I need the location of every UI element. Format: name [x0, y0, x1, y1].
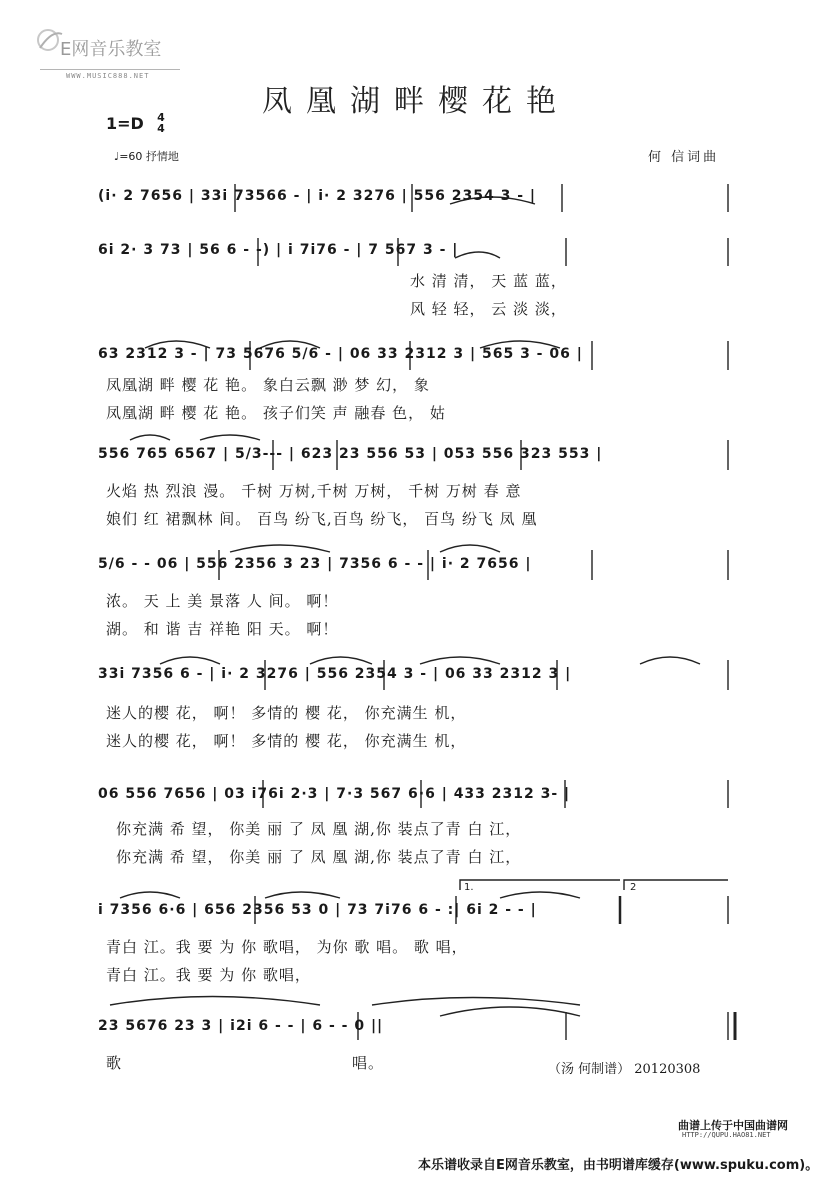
- notation-row: 23 5676 23 3 | i2i 6 - - | 6 - - 0 ||: [98, 1018, 384, 1034]
- collection-note: 本乐谱收录自E网音乐教室，由书明谱库缓存(www.spuku.com)。: [418, 1158, 819, 1173]
- lyric-line: 你充满 希 望， 你美 丽 了 凤 凰 湖,你 装点了青 白 江，: [116, 820, 522, 838]
- lyric-line: 水 清 清， 天 蓝 蓝，: [410, 272, 567, 290]
- lyric-line: 火焰 热 烈浪 漫。 千树 万树,千树 万树， 千树 万树 春 意: [106, 482, 522, 500]
- lyric-line: 风 轻 轻， 云 淡 淡，: [410, 300, 567, 318]
- key-signature: 1=D: [106, 114, 144, 133]
- notation-row: 06 556 7656 | 03 i76i 2·3 | 7·3 567 6·6 | 433 2312 3- |: [98, 786, 571, 802]
- lyric-line: 迷人的樱 花， 啊！ 多情的 樱 花， 你充满生 机，: [106, 704, 467, 722]
- lyric-line: 湖。 和 谐 吉 祥艳 阳 天。 啊！: [106, 620, 339, 638]
- lyric-line: 迷人的樱 花， 啊！ 多情的 樱 花， 你充满生 机，: [106, 732, 467, 750]
- upload-url[interactable]: HTTP://QUPU.HAO81.NET: [682, 1131, 771, 1139]
- notation-row: (i· 2 7656 | 33i 73566 - | i· 2 3276 | 556 2354 3 - |: [98, 188, 537, 204]
- lyric-line: 浓。 天 上 美 景落 人 间。 啊！: [106, 592, 339, 610]
- volta-first-ending: 1.: [464, 882, 474, 893]
- meter-bottom: 4: [157, 122, 165, 135]
- lyric-line: 凤凰湖 畔 樱 花 艳。 孩子们笑 声 融春 色， 姑: [106, 404, 446, 422]
- lyric-line: 歌: [106, 1054, 123, 1072]
- meter-top: 4: [157, 111, 165, 124]
- notation-row: 63 2312 3 - | 73 5676 5/6 - | 06 33 2312 3 | 565 3 - 06 |: [98, 346, 583, 362]
- notation-row: 5/6 - - 06 | 556 2356 3 23 | 7356 6 - - | i· 2 7656 |: [98, 556, 532, 572]
- lyric-line: 唱。: [352, 1054, 385, 1072]
- time-signature: [154, 112, 168, 134]
- logo-divider: [40, 69, 180, 70]
- transcriber-credit: （汤 何制谱） 20120308: [548, 1062, 701, 1077]
- lyric-line: 青白 江。我 要 为 你 歌唱， 为你 歌 唱。 歌 唱，: [106, 938, 468, 956]
- volta-second-ending: 2: [630, 882, 637, 893]
- notation-row: i 7356 6·6 | 656 2356 53 0 | 73 7i76 6 - :| 6i 2 - - |: [98, 902, 537, 918]
- logo-icon: [38, 30, 62, 50]
- notation-row: 33i 7356 6 - | i· 2 3276 | 556 2354 3 - | 06 33 2312 3 |: [98, 666, 572, 682]
- lyric-line: 你充满 希 望， 你美 丽 了 凤 凰 湖,你 装点了青 白 江，: [116, 848, 522, 866]
- song-title: 凤凰湖畔樱花艳: [262, 84, 570, 119]
- notation-row: 6i 2· 3 73 | 56 6 - -) | i 7i76 - | 7 567 3 - |: [98, 242, 459, 258]
- tempo-marking: ♩=60 抒情地: [114, 150, 179, 163]
- notation-row: 556 765 6567 | 5/3--- | 623 23 556 53 | 053 556 323 553 |: [98, 446, 603, 462]
- lyric-line: 青白 江。我 要 为 你 歌唱，: [106, 966, 311, 984]
- lyric-line: 娘们 红 裙飘林 间。 百鸟 纷飞,百鸟 纷飞， 百鸟 纷飞 凤 凰: [106, 510, 538, 528]
- upload-source: 曲谱上传于中国曲谱网: [678, 1119, 788, 1132]
- site-logo-url: WWW.MUSIC888.NET: [66, 72, 150, 80]
- composer-credit: 何 信词曲: [648, 150, 720, 165]
- site-logo-text: E网音乐教室: [60, 39, 162, 60]
- lyric-line: 凤凰湖 畔 樱 花 艳。 象白云飘 渺 梦 幻， 象: [106, 376, 430, 394]
